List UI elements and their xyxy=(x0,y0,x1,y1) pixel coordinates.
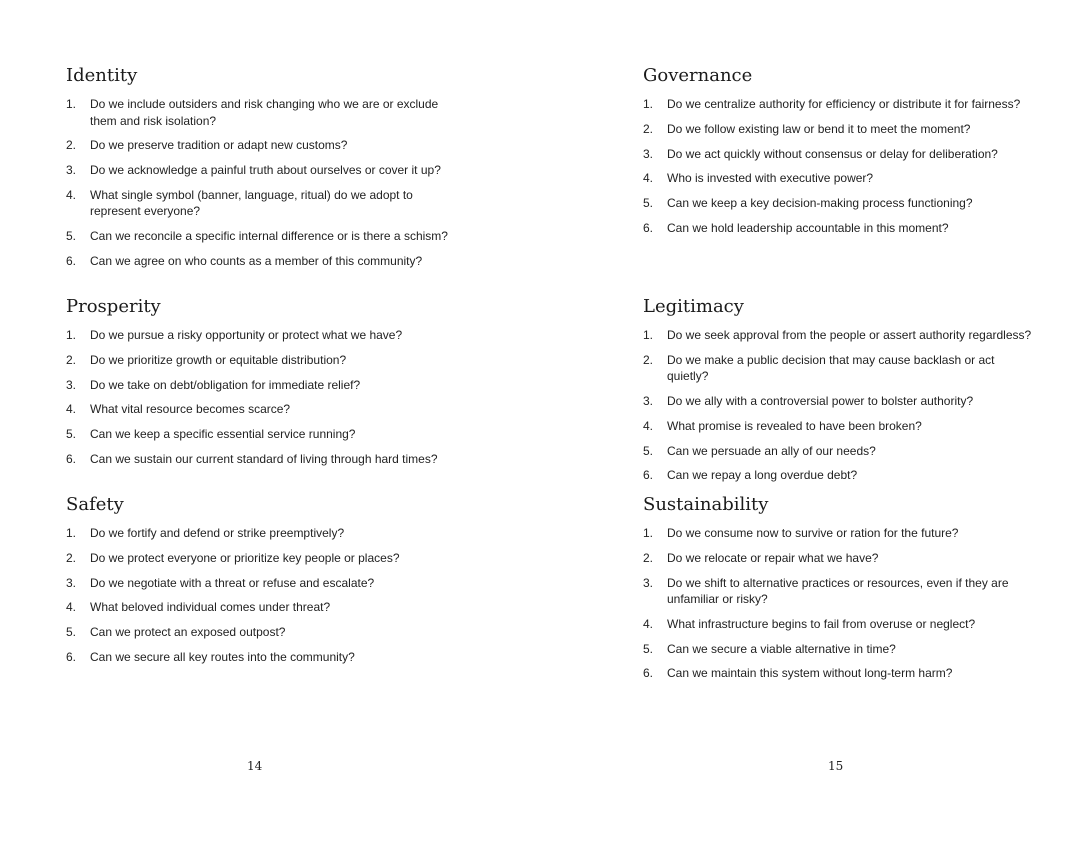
item-number: 5. xyxy=(66,427,77,442)
list-item xyxy=(643,550,1033,567)
list-item xyxy=(66,187,466,220)
item-text: Can we keep a specific essential service running? xyxy=(90,427,356,442)
item-text: Can we repay a long overdue debt? xyxy=(667,468,858,483)
list-item xyxy=(66,137,466,154)
item-number: 6. xyxy=(643,468,654,483)
item-text: Do we make a public decision that may cause backlash or act quietly? xyxy=(667,352,995,384)
item-number: 4. xyxy=(643,616,654,631)
list-item xyxy=(66,525,466,542)
item-number: 2. xyxy=(643,352,654,367)
item-number: 5. xyxy=(643,443,654,458)
left-page xyxy=(66,0,466,842)
item-text: Can we reconcile a specific internal difference or is there a schism? xyxy=(90,229,448,244)
list-item xyxy=(643,525,1033,542)
item-number: 4. xyxy=(66,187,77,202)
item-number: 2. xyxy=(643,121,654,136)
item-text: Who is invested with executive power? xyxy=(667,171,874,186)
item-text: Can we secure all key routes into the community? xyxy=(90,649,355,664)
list-item xyxy=(643,665,1033,682)
item-number: 3. xyxy=(643,575,654,590)
list-item xyxy=(66,162,466,179)
list-item xyxy=(643,352,1033,385)
item-number: 2. xyxy=(66,352,77,367)
item-text: Do we protect everyone or prioritize key people or places? xyxy=(90,550,400,565)
list-item xyxy=(66,575,466,592)
item-text: Do we act quickly without consensus or delay for deliberation? xyxy=(667,146,998,161)
list-item xyxy=(66,96,466,129)
list-item xyxy=(66,649,466,666)
list-item xyxy=(643,327,1033,344)
item-text: Do we centralize authority for efficiency or distribute it for fairness? xyxy=(667,97,1021,111)
item-text: Can we protect an exposed outpost? xyxy=(90,625,286,640)
section-sustainability xyxy=(643,494,1033,690)
list-item xyxy=(66,352,466,369)
section-title: Prosperity xyxy=(66,296,161,317)
list-item xyxy=(643,641,1033,658)
list-item xyxy=(643,467,1033,484)
list-item xyxy=(643,393,1033,410)
item-text: Can we persuade an ally of our needs? xyxy=(667,443,876,458)
item-text: Do we fortify and defend or strike preemptively? xyxy=(90,526,345,540)
item-text: Do we ally with a controversial power to bolster authority? xyxy=(667,394,974,409)
item-text: Do we prioritize growth or equitable distribution? xyxy=(90,352,347,367)
list-item xyxy=(66,377,466,394)
item-number: 2. xyxy=(643,550,654,565)
item-text: Can we maintain this system without long-term harm? xyxy=(667,666,953,681)
list-item xyxy=(643,146,1033,163)
item-number: 5. xyxy=(66,625,77,640)
section-safety xyxy=(66,494,466,674)
item-text: Do we relocate or repair what we have? xyxy=(667,550,879,565)
list-item xyxy=(66,599,466,616)
item-number: 1. xyxy=(643,97,654,111)
list-item xyxy=(643,170,1033,187)
item-number: 2. xyxy=(66,550,77,565)
question-list xyxy=(643,96,1033,236)
list-item xyxy=(66,228,466,245)
item-text: Do we acknowledge a painful truth about ourselves or cover it up? xyxy=(90,163,441,178)
list-item xyxy=(643,575,1033,608)
list-item xyxy=(643,616,1033,633)
item-text: Do we consume now to survive or ration for the future? xyxy=(667,526,959,540)
item-number: 5. xyxy=(643,641,654,656)
item-number: 1. xyxy=(66,526,77,540)
item-number: 2. xyxy=(66,138,77,153)
item-text: Do we preserve tradition or adapt new customs? xyxy=(90,138,348,153)
item-number: 4. xyxy=(66,600,77,615)
item-number: 1. xyxy=(66,328,77,342)
list-item xyxy=(66,327,466,344)
item-text: Do we shift to alternative practices or resources, even if they are unfamiliar or risky? xyxy=(667,575,1009,607)
section-title: Sustainability xyxy=(643,494,769,515)
section-title: Identity xyxy=(66,65,138,86)
item-number: 6. xyxy=(66,649,77,664)
list-item xyxy=(643,96,1033,113)
item-text: Can we keep a key decision-making process functioning? xyxy=(667,196,973,211)
item-text: Do we follow existing law or bend it to meet the moment? xyxy=(667,121,971,136)
item-number: 4. xyxy=(643,171,654,186)
item-number: 6. xyxy=(643,666,654,681)
list-item xyxy=(643,195,1033,212)
item-text: Can we hold leadership accountable in this moment? xyxy=(667,220,949,235)
item-number: 4. xyxy=(643,418,654,433)
list-item xyxy=(66,253,466,270)
section-title: Legitimacy xyxy=(643,296,744,317)
item-text: Do we include outsiders and risk changing who we are or exclude them and risk isolation? xyxy=(90,97,439,128)
page-number-left: 14 xyxy=(247,759,263,773)
question-list xyxy=(66,327,466,467)
list-item xyxy=(643,220,1033,237)
list-item xyxy=(66,426,466,443)
item-text: What infrastructure begins to fail from overuse or neglect? xyxy=(667,616,976,631)
item-number: 3. xyxy=(66,575,77,590)
section-title: Safety xyxy=(66,494,124,515)
item-number: 4. xyxy=(66,402,77,417)
section-governance xyxy=(643,65,1033,245)
item-number: 3. xyxy=(643,394,654,409)
item-text: Do we negotiate with a threat or refuse and escalate? xyxy=(90,575,375,590)
list-item xyxy=(643,121,1033,138)
page-number-right: 15 xyxy=(828,759,844,773)
item-text: What vital resource becomes scarce? xyxy=(90,402,291,417)
item-number: 5. xyxy=(66,229,77,244)
item-number: 5. xyxy=(643,196,654,211)
item-text: Do we pursue a risky opportunity or protect what we have? xyxy=(90,328,403,342)
section-title: Governance xyxy=(643,65,753,86)
question-list xyxy=(643,525,1033,682)
item-text: Can we secure a viable alternative in time? xyxy=(667,641,896,656)
item-number: 1. xyxy=(643,526,654,540)
item-text: Do we take on debt/obligation for immediate relief? xyxy=(90,377,361,392)
question-list xyxy=(66,525,466,665)
question-list xyxy=(66,96,466,269)
item-number: 3. xyxy=(66,377,77,392)
item-number: 6. xyxy=(66,253,77,268)
list-item xyxy=(643,443,1033,460)
list-item xyxy=(66,451,466,468)
item-number: 3. xyxy=(66,163,77,178)
section-prosperity xyxy=(66,296,466,476)
section-legitimacy xyxy=(643,296,1033,492)
list-item xyxy=(643,418,1033,435)
item-text: Can we sustain our current standard of living through hard times? xyxy=(90,451,438,466)
right-page xyxy=(643,0,1033,842)
item-text: Do we seek approval from the people or assert authority regardless? xyxy=(667,328,1032,342)
section-identity xyxy=(66,65,466,278)
item-number: 1. xyxy=(66,97,77,111)
item-text: What single symbol (banner, language, ritual) do we adopt to represent everyone? xyxy=(90,187,413,219)
item-number: 1. xyxy=(643,328,654,342)
item-text: Can we agree on who counts as a member of this community? xyxy=(90,253,423,268)
item-number: 3. xyxy=(643,146,654,161)
item-text: What promise is revealed to have been broken? xyxy=(667,418,922,433)
item-number: 6. xyxy=(643,220,654,235)
list-item xyxy=(66,401,466,418)
item-text: What beloved individual comes under threat? xyxy=(90,600,331,615)
list-item xyxy=(66,550,466,567)
question-list xyxy=(643,327,1033,484)
list-item xyxy=(66,624,466,641)
item-number: 6. xyxy=(66,451,77,466)
